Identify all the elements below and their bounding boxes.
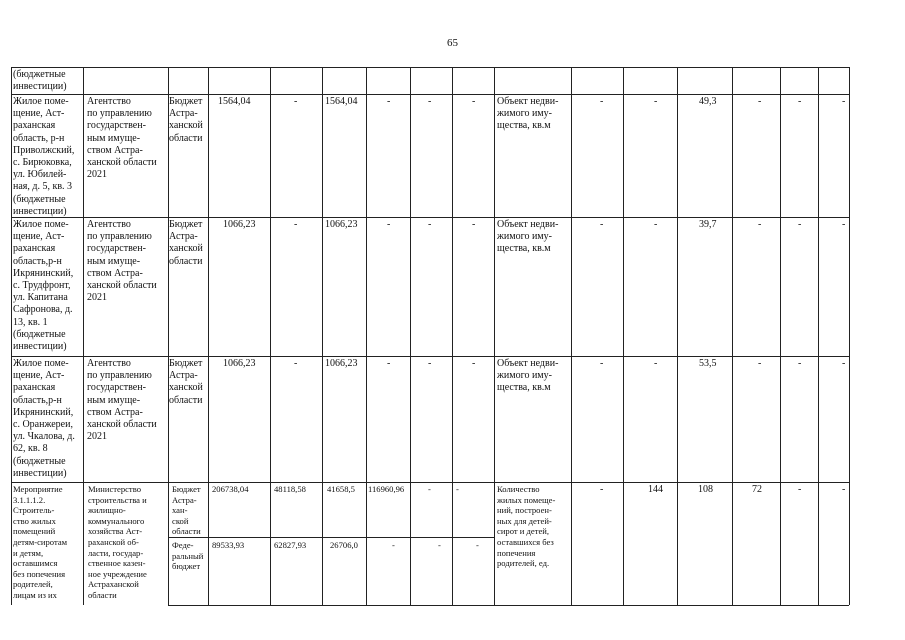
col-border (623, 67, 624, 605)
value-cell: - (387, 219, 391, 230)
indicator-value-cell: - (600, 484, 604, 495)
sub-row-divider (168, 537, 495, 538)
value-cell: - (472, 219, 476, 230)
funding-source-cell: Бюджет Астра- хан- ской области (172, 484, 201, 537)
funding-source-cell: Феде- ральный бюджет (172, 540, 204, 572)
indicator-value-cell: - (600, 96, 604, 107)
col-border (780, 67, 781, 605)
indicator-value-cell: - (600, 219, 604, 230)
value-cell: 48118,58 (274, 484, 306, 494)
indicator-value-cell: - (654, 96, 658, 107)
value-cell: - (472, 358, 476, 369)
col-border (849, 67, 850, 605)
indicator-value-cell: 39,7 (699, 219, 717, 230)
col-border (732, 67, 733, 605)
total-cell: 89533,93 (212, 540, 245, 550)
funding-source-cell: Бюджет Астра- ханской области (169, 96, 203, 144)
value-cell: 116960,96 (368, 484, 405, 494)
object-name-cell: Жилое поме- щение, Аст- раханская область,р-н Икрянинский, с. Трудфронт, ул. Капитана Сафронова, д. 13, кв. 1 (бюджетные инвестиции) (13, 219, 74, 353)
indicator-value-cell: 144 (648, 484, 663, 495)
indicator-value-cell: - (842, 219, 846, 230)
indicator-value-cell: - (758, 96, 762, 107)
col-border (322, 67, 323, 605)
row-divider (11, 482, 849, 483)
table-border-top (11, 67, 849, 68)
executor-cell: Министерство строительства и жилищно- коммунального хозяйства Аст- раханской об- ласти, государ- ственное казен- ное учреждение Астраханской области (88, 484, 147, 600)
indicator-value-cell: - (798, 358, 802, 369)
indicator-cell: Объект недви- жимого иму- щества, кв.м (497, 96, 559, 132)
indicator-value-cell: 108 (698, 484, 713, 495)
indicator-value-cell: - (600, 358, 604, 369)
value-cell: - (294, 358, 298, 369)
col-border (677, 67, 678, 605)
value-cell: - (392, 540, 395, 550)
value-cell: 41658,5 (327, 484, 355, 494)
object-name-cell: Жилое поме- щение, Аст- раханская область,р-н Икрянинский, с. Оранжереи, ул. Чкалова, д. 62, кв. 8 (бюджетные инвестиции) (13, 358, 75, 479)
total-cell: 1564,04 (218, 96, 251, 107)
indicator-value-cell: 72 (752, 484, 762, 495)
col-border (208, 67, 209, 605)
executor-cell: Агентство по управлению государствен- ным имуще- ством Астра- ханской области 2021 (87, 219, 157, 304)
indicator-cell: Количество жилых помеще- ний, построен- ных для детей- сирот и детей, оставшихся без попечения родителей, ед. (497, 484, 556, 569)
value-cell: - (294, 219, 298, 230)
value-cell: - (428, 358, 432, 369)
total-cell: 1066,23 (223, 219, 256, 230)
object-name-cell: (бюджетные инвестиции) (13, 69, 67, 93)
col-border (83, 67, 84, 605)
value-cell: - (476, 540, 479, 550)
value-cell: - (428, 484, 431, 494)
object-name-cell: Жилое поме- щение, Аст- раханская область, р-н Приволжский, с. Бирюковка, ул. Юбилей- ная, д. 5, кв. 3 (бюджетные инвестиции) (13, 96, 75, 217)
indicator-value-cell: - (798, 96, 802, 107)
col-border (366, 67, 367, 605)
col-border (818, 67, 819, 605)
col-border (270, 67, 271, 605)
total-cell: 206738,04 (212, 484, 249, 494)
funding-source-cell: Бюджет Астра- ханской области (169, 358, 203, 406)
indicator-value-cell: - (654, 219, 658, 230)
executor-cell: Агентство по управлению государствен- ным имуще- ством Астра- ханской области 2021 (87, 96, 157, 181)
col-border (452, 67, 453, 605)
executor-cell: Агентство по управлению государствен- ным имуще- ством Астра- ханской области 2021 (87, 358, 157, 443)
value-cell: - (387, 96, 391, 107)
value-cell: 62827,93 (274, 540, 307, 550)
indicator-value-cell: - (798, 219, 802, 230)
total-cell: 1066,23 (223, 358, 256, 369)
indicator-value-cell: - (842, 358, 846, 369)
indicator-value-cell: - (758, 358, 762, 369)
funding-source-cell: Бюджет Астра- ханской области (169, 219, 203, 267)
indicator-value-cell: - (842, 96, 846, 107)
row-divider (11, 356, 849, 357)
value-cell: - (472, 96, 476, 107)
col-border (494, 67, 495, 605)
value-cell: - (428, 96, 432, 107)
col-border (168, 67, 169, 605)
indicator-value-cell: - (842, 484, 846, 495)
value-cell: 1066,23 (325, 358, 358, 369)
value-cell: - (438, 540, 441, 550)
value-cell: 1564,04 (325, 96, 358, 107)
col-border (571, 67, 572, 605)
indicator-cell: Объект недви- жимого иму- щества, кв.м (497, 358, 559, 394)
value-cell: - (428, 219, 432, 230)
object-name-cell: Мероприятие 3.1.1.1.2. Строитель- ство жилых помещений детям-сиротам и детям, оставшимся без попечения родителей, лицам из их (13, 484, 68, 600)
page-number: 65 (447, 37, 458, 49)
indicator-cell: Объект недви- жимого иму- щества, кв.м (497, 219, 559, 255)
col-border (410, 67, 411, 605)
value-cell: - (294, 96, 298, 107)
row-divider (11, 94, 849, 95)
indicator-value-cell: - (798, 484, 802, 495)
value-cell: - (387, 358, 391, 369)
indicator-value-cell: 53,5 (699, 358, 717, 369)
indicator-value-cell: 49,3 (699, 96, 717, 107)
table-border-bottom (168, 605, 849, 606)
row-divider (11, 217, 849, 218)
indicator-value-cell: - (654, 358, 658, 369)
value-cell: - (456, 484, 459, 494)
value-cell: 1066,23 (325, 219, 358, 230)
indicator-value-cell: - (758, 219, 762, 230)
value-cell: 26706,0 (330, 540, 358, 550)
col-border (11, 67, 12, 605)
